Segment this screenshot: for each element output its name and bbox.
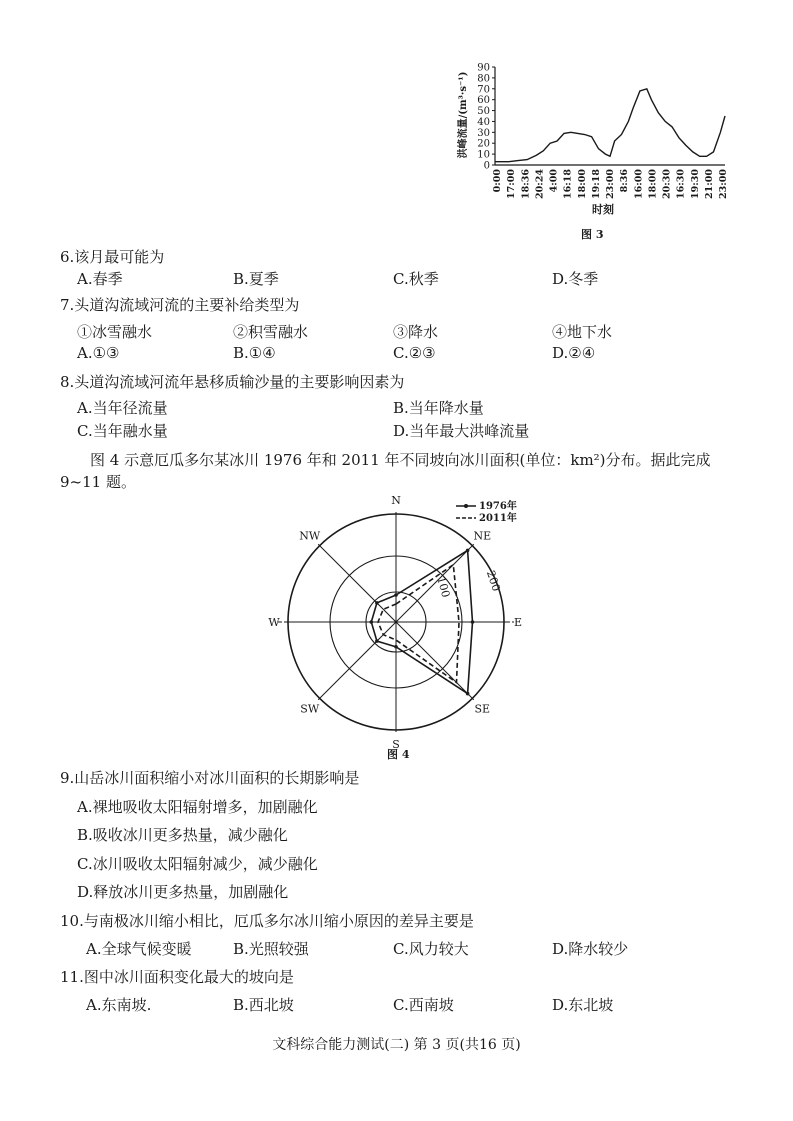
figure4-point-1976 [375, 601, 379, 605]
legend-1976: 1976年 [479, 501, 517, 512]
q11-option-a[interactable]: A.东南坡. [86, 996, 152, 1014]
figure4-spoke [318, 622, 396, 700]
figure4-point-1976 [394, 645, 398, 649]
figure4-direction-label-sw: SW [300, 702, 320, 716]
figure4-direction-label-s: S [392, 738, 400, 751]
figure4-point-1976 [471, 620, 475, 624]
q7-option-c[interactable]: C.②③ [393, 344, 436, 362]
figure3-x-tick-label: 20:24 [534, 169, 546, 199]
q9-option-a[interactable]: A.裸地吸收太阳辐射增多，加剧融化 [77, 798, 318, 816]
q7-item-4: ④地下水 [552, 323, 613, 341]
figure3-y-tick-label: 70 [477, 84, 490, 96]
figure3-y-tick-label: 10 [477, 149, 490, 161]
figure3-y-tick-label: 20 [477, 138, 490, 150]
figure4-direction-label-se: SE [474, 702, 491, 716]
q8-option-c[interactable]: C.当年融水量 [77, 422, 168, 440]
q10-option-c[interactable]: C.风力较大 [393, 940, 469, 958]
q11-stem: 11.图中冰川面积变化最大的坡向是 [60, 968, 294, 986]
figure3-y-axis-label: 洪峰流量/(m³·s⁻¹) [458, 71, 469, 159]
q9-option-b[interactable]: B.吸收冰川更多热量，减少融化 [77, 826, 288, 844]
q7-option-a[interactable]: A.①③ [77, 344, 120, 362]
figure4-direction-label-n: N [391, 494, 401, 507]
figure4-direction-label-e: E [513, 616, 523, 629]
figure3-y-tick-label: 0 [483, 160, 490, 172]
figure3-y-tick-label: 50 [477, 106, 490, 118]
figure4-direction-label-ne: NE [473, 529, 492, 543]
q10-stem: 10.与南极冰川缩小相比，厄瓜多尔冰川缩小原因的差异主要是 [60, 912, 474, 930]
figure3-x-tick-label: 18:00 [647, 169, 659, 199]
q8-option-d[interactable]: D.当年最大洪峰流量 [393, 422, 530, 440]
figure3-caption: 图 3 [581, 228, 604, 241]
legend-2011: 2011年 [479, 513, 517, 524]
figure3-x-tick-label: 23:00 [605, 169, 616, 199]
figure3-x-tick-label: 16:18 [562, 169, 574, 199]
figure3-x-tick-label: 18:00 [576, 169, 588, 199]
figure3-y-tick-label: 40 [477, 116, 490, 128]
q11-option-b[interactable]: B.西北坡 [233, 996, 294, 1014]
figure3-y-ticks [477, 63, 495, 172]
figure3-x-tick-label: 23:00 [718, 169, 729, 199]
q7-item-2: ②积雪融水 [233, 323, 309, 341]
q9-option-d[interactable]: D.释放冰川更多热量，加剧融化 [77, 883, 289, 901]
figure4-spoke [396, 544, 474, 622]
figure4-point-1976 [369, 620, 373, 624]
figure3-x-tick-label: 18:36 [520, 169, 532, 199]
q9-stem: 9.山岳冰川面积缩小对冰川面积的长期影响是 [60, 769, 360, 787]
figure3-y-tick-label: 80 [477, 73, 490, 85]
figure4-direction-label-nw: NW [299, 529, 321, 543]
figure4-ring-label-100: 100 [434, 575, 453, 599]
figure4-spoke [396, 622, 474, 700]
q6-option-a[interactable]: A.春季 [77, 270, 123, 288]
q7-option-d[interactable]: D.②④ [552, 344, 596, 362]
figure4-chart [268, 494, 530, 751]
figure4-point-1976 [466, 692, 470, 696]
figure4-point-1976 [394, 593, 398, 597]
figure3-series-line [495, 89, 725, 162]
figure4-point-1976 [375, 639, 379, 643]
q11-option-d[interactable]: D.东北坡 [552, 996, 614, 1014]
page-footer: 文科综合能力测试(二) 第 3 页(共16 页) [272, 1037, 521, 1053]
q9-option-c[interactable]: C.冰川吸收太阳辐射减少，减少融化 [77, 855, 318, 873]
figure3-x-tick-label: 0:00 [492, 169, 503, 193]
figure3-x-axis-label: 时刻 [592, 203, 614, 216]
figure4-spoke [318, 544, 396, 622]
figure3-x-tick-label: 19:30 [689, 169, 701, 199]
q8-option-a[interactable]: A.当年径流量 [77, 399, 168, 417]
figure3-x-tick-label: 4:00 [548, 169, 560, 193]
figure4-caption: 图 4 [387, 748, 410, 761]
figure3-chart [440, 55, 740, 225]
q7-option-b[interactable]: B.①④ [233, 344, 276, 362]
q11-option-c[interactable]: C.西南坡 [393, 996, 454, 1014]
q7-item-3: ③降水 [393, 323, 439, 341]
figure3-y-tick-label: 60 [477, 95, 490, 107]
q10-option-d[interactable]: D.降水较少 [552, 940, 629, 958]
figure3-x-ticks [492, 169, 729, 199]
q7-stem: 7.头道沟流域河流的主要补给类型为 [60, 296, 300, 314]
figure3-x-tick-label: 21:00 [703, 169, 715, 199]
intro-paragraph: 图 4 示意厄瓜多尔某冰川 1976 年和 2011 年不同坡向冰川面积(单位：km²)分布。据此完成 9~11 题。 [60, 451, 711, 491]
q10-option-a[interactable]: A.全球气候变暖 [86, 940, 192, 958]
q8-option-b[interactable]: B.当年降水量 [393, 399, 484, 417]
figure3-x-tick-label: 8:36 [619, 169, 631, 193]
figure4-point-1976 [466, 549, 470, 553]
q8-stem: 8.头道沟流域河流年悬移质输沙量的主要影响因素为 [60, 373, 405, 391]
figure3-y-tick-label: 30 [477, 127, 490, 139]
figure4-direction-label-w: W [268, 616, 280, 629]
q6-stem: 6.该月最可能为 [60, 248, 165, 266]
q10-option-b[interactable]: B.光照较强 [233, 940, 309, 958]
figure3-x-tick-label: 19:18 [590, 169, 602, 199]
q6-option-b[interactable]: B.夏季 [233, 270, 279, 288]
figure4-ring-label-200: 200 [483, 568, 503, 593]
figure3-y-tick-label: 90 [477, 62, 490, 74]
figure3-x-tick-label: 16:00 [633, 169, 645, 199]
q7-item-1: ①冰雪融水 [77, 323, 153, 341]
q6-option-d[interactable]: D.冬季 [552, 270, 599, 288]
figure4-legend [456, 499, 517, 524]
figure3-x-tick-label: 16:30 [675, 169, 687, 199]
figure3-x-tick-label: 17:00 [506, 169, 518, 199]
q6-option-c[interactable]: C.秋季 [393, 270, 439, 288]
figure3-x-tick-label: 20:30 [661, 169, 673, 199]
figure4-spokes [278, 512, 514, 732]
